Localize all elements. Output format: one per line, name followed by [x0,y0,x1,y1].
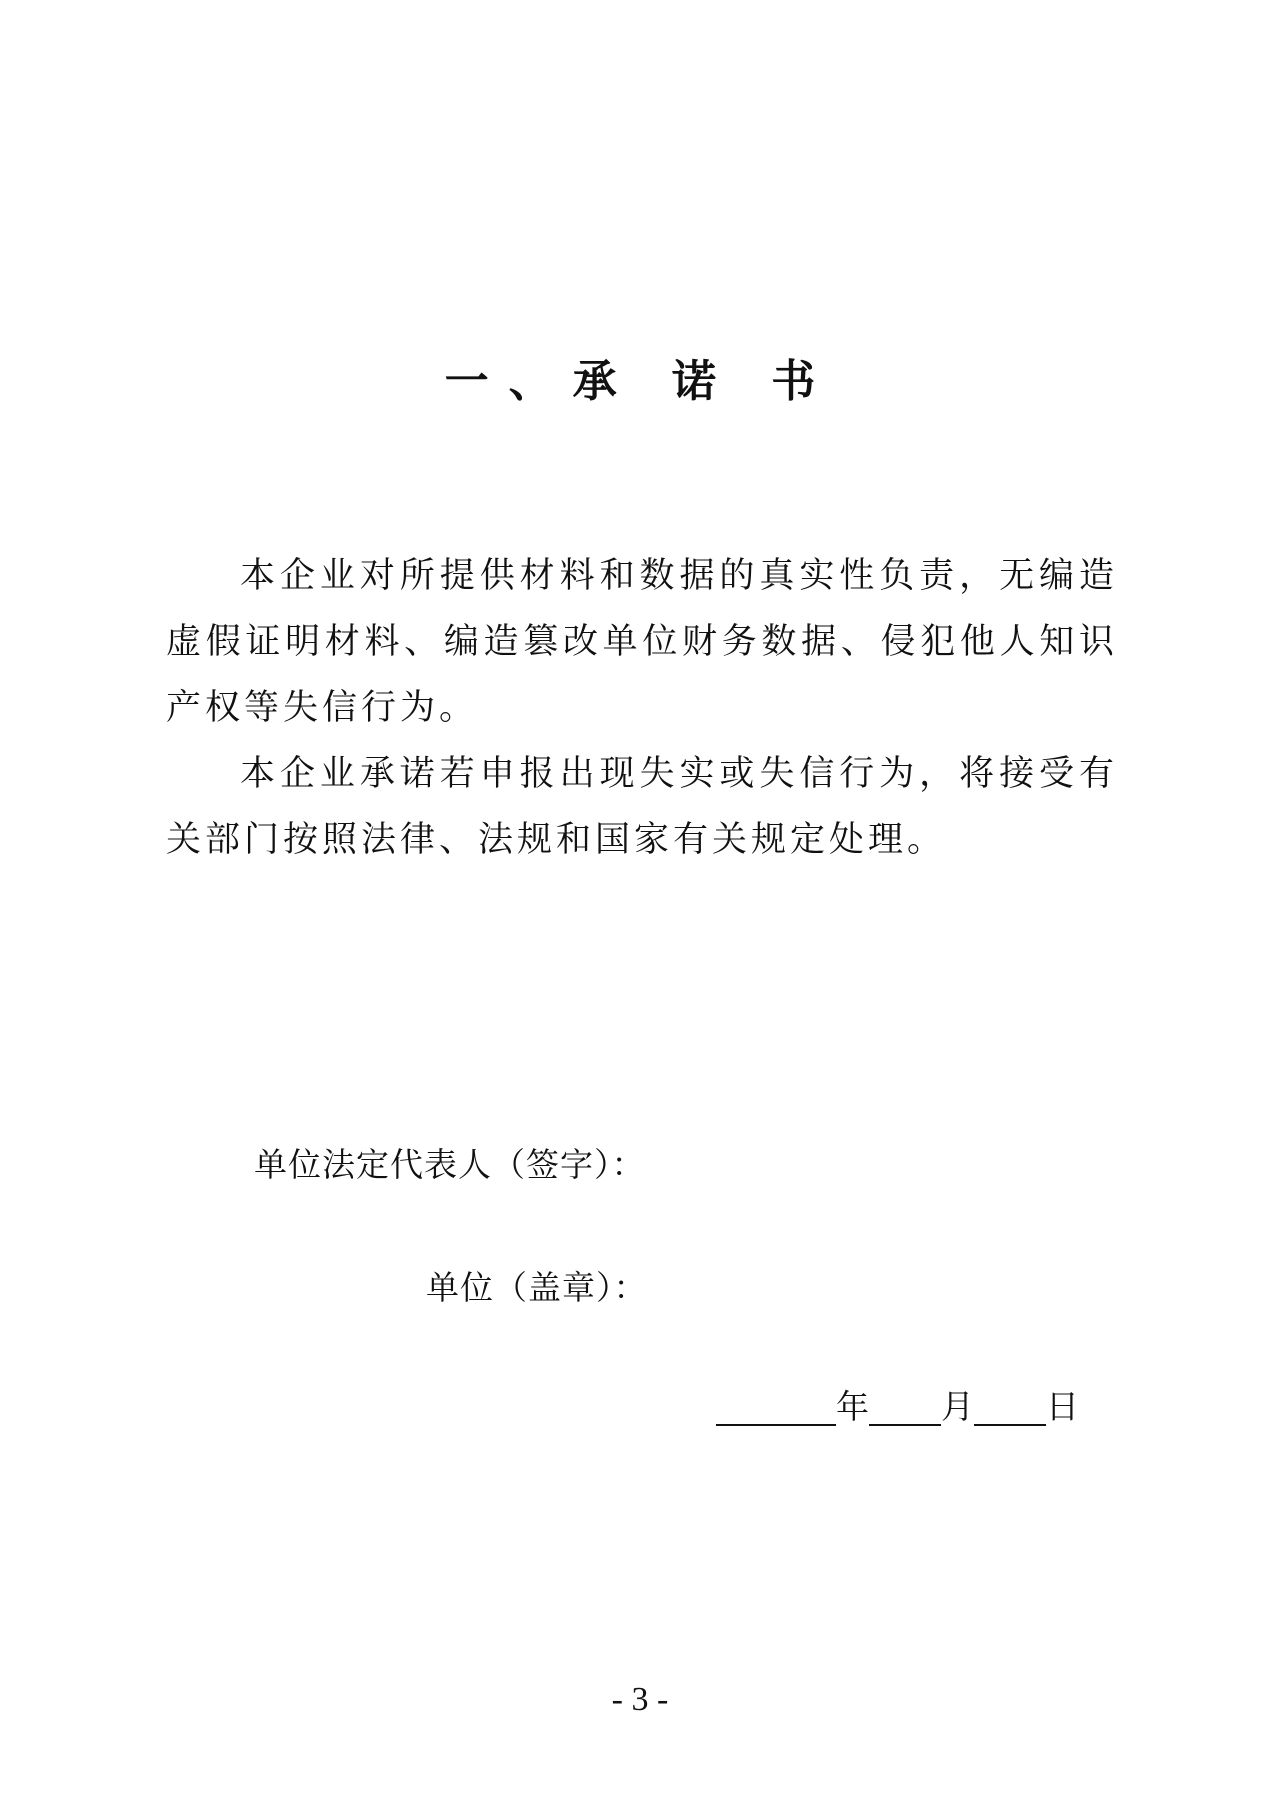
legal-representative-signature-label: 单位法定代表人（签字）： [254,1145,646,1184]
page-number: - 3 - [611,1681,669,1718]
year-blank [716,1386,836,1426]
month-label: 月 [941,1387,974,1426]
document-title: 一、承 诺 书 [444,356,836,407]
month-blank [869,1386,941,1426]
commitment-paragraph-1: 本企业对所提供材料和数据的真实性负责，无编造虚假证明材料、编造篡改单位财务数据、侵犯他人知识产权等失信行为。 [166,556,1118,728]
unit-seal-label: 单位（盖章）： [426,1268,648,1307]
day-blank [974,1386,1046,1426]
date-line [716,1382,1079,1432]
commitment-paragraph-2: 本企业承诺若申报出现失实或失信行为，将接受有关部门按照法律、法规和国家有关规定处理。 [166,754,1118,860]
day-label: 日 [1046,1387,1079,1426]
year-label: 年 [836,1387,869,1426]
